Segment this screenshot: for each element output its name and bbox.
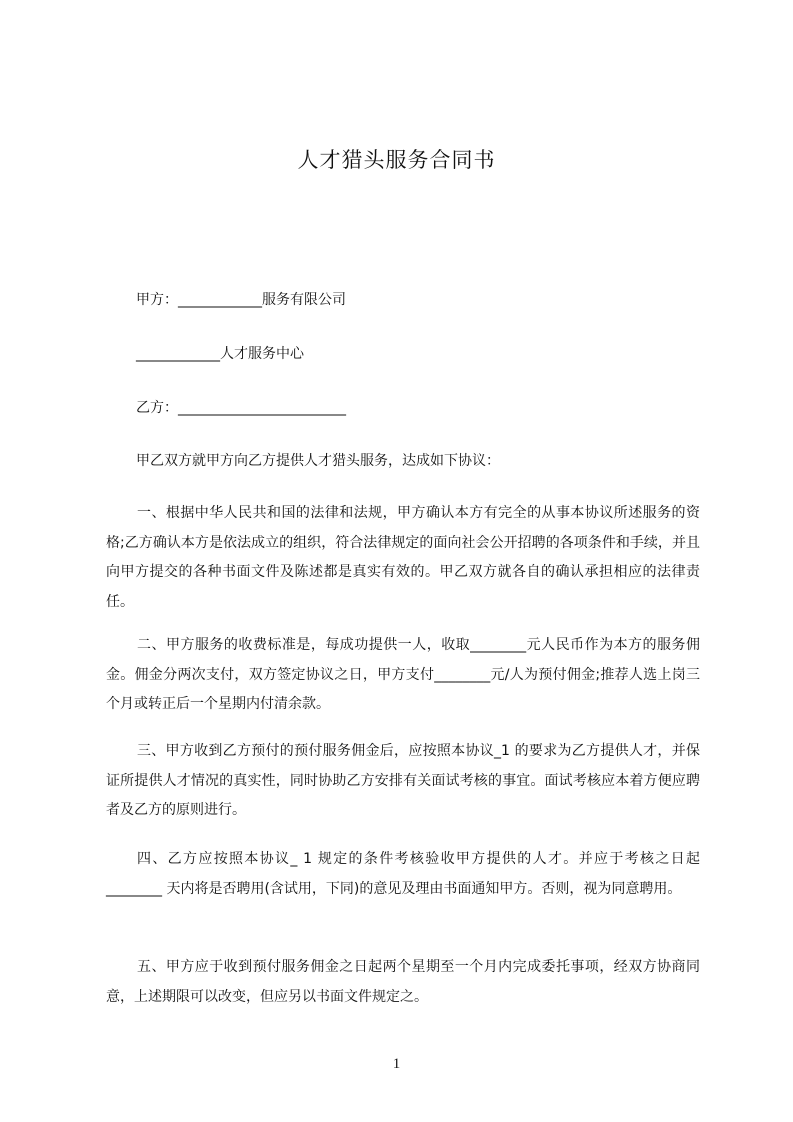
party-a-line bbox=[136, 290, 346, 310]
clause-4: 四、乙方应按照本协议_ 1 规定的条件考核验收甲方提供的人才。并应于考核之日起________ 天内将是否聘用(含试用，下同)的意见及理由书面通知甲方。否则，视为同意聘用。 bbox=[106, 851, 700, 897]
party-b-line bbox=[136, 398, 346, 418]
party-a-blank: ____________ bbox=[178, 292, 262, 308]
party-a-label: 甲方： bbox=[136, 292, 178, 308]
party-a2-blank: ____________ bbox=[136, 346, 220, 362]
party-a2-line bbox=[136, 344, 304, 364]
clause-3: 三、甲方收到乙方预付的预付服务佣金后，应按照本协议_1 的要求为乙方提供人才，并保证所提供人才情况的真实性，同时协助乙方安排有关面试考核的事宜。面试考核应本着方便应聘者及乙方的原则进行。 bbox=[106, 743, 700, 818]
page-number: 1 bbox=[392, 1056, 401, 1072]
document-title: 人才猎头服务合同书 bbox=[297, 148, 496, 172]
clause-5: 五、甲方应于收到预付服务佣金之日起两个星期至一个月内完成委托事项，经双方协商同意，上述期限可以改变，但应另以书面文件规定之。 bbox=[106, 959, 700, 1005]
party-a2-suffix: 人才服务中心 bbox=[220, 346, 304, 362]
clause-2: 二、甲方服务的收费标准是，每成功提供一人，收取________元人民币作为本方的服务佣金。佣金分两次支付，双方签定协议之日，甲方支付________元/人为预付佣金;推荐人选上岗三个月或转正后一个星期内付清余款。 bbox=[106, 637, 700, 712]
party-b-blank: ________________________ bbox=[178, 400, 346, 416]
intro-line: 甲乙双方就甲方向乙方提供人才猎头服务，达成如下协议： bbox=[136, 453, 500, 469]
party-a-suffix: 服务有限公司 bbox=[262, 292, 346, 308]
party-b-label: 乙方： bbox=[136, 400, 178, 416]
clause-1: 一、根据中华人民共和国的法律和法规，甲方确认本方有完全的从事本协议所述服务的资格;乙方确认本方是依法成立的组织，符合法律规定的面向社会公开招聘的各项条件和手续，并且向甲方提交的各种书面文件及陈述都是真实有效的。甲乙双方就各自的确认承担相应的法律责任。 bbox=[106, 505, 700, 610]
